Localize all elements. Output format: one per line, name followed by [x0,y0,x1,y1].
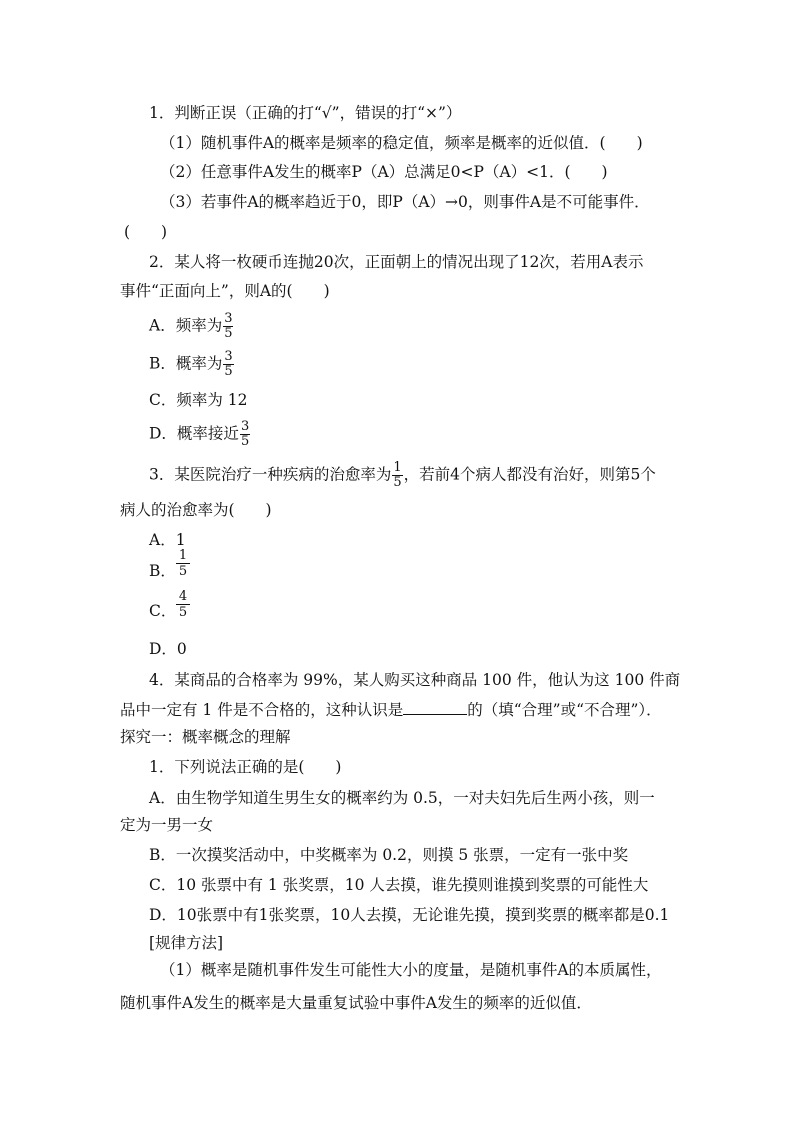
q3-stem-part2: ，若前4个病人都没有治好，则第5个 [403,465,656,484]
fraction-denominator: 5 [224,364,233,379]
q2-option-b [149,350,235,379]
q4-line2 [120,700,662,720]
section1-title: 1．判断正误（正确的打“√”，错误的打“×”） [149,104,462,122]
q4-line2-part2: 的（填“合理”或“不合理”）． [467,701,662,719]
fraction [392,461,402,490]
section1-item-1: （1）随机事件A的概率是频率的稳定值，频率是概率的近似值．( ) [160,134,643,152]
q3-stem-line1 [149,461,656,490]
explore-option-b: B．一次摸奖活动中，中奖概率为 0.2，则摸 5 张票，一定有一张中奖 [149,846,629,864]
q2-option-a [149,312,234,341]
explore-option-d: D．10张票中有1张奖票，10人去摸，无论谁先摸，摸到奖票的概率都是0.1 [149,906,670,924]
fraction-denominator: 5 [240,434,250,449]
q4-line2-part1: 品中一定有 1 件是不合格的，这种认识是 [120,701,404,719]
q3-option-d: D．0 [149,640,187,658]
q2-option-b-label: B．概率为 [149,354,223,373]
explore-heading: 探究一：概率概念的理解 [120,728,291,746]
fraction [240,420,250,449]
q2-option-d [149,420,251,449]
fraction-denominator: 5 [393,475,402,490]
explore-option-a-line2: 定为一男一女 [120,816,214,834]
q2-option-d-label: D．概率接近 [149,424,239,443]
fraction-numerator: 3 [224,311,233,326]
q2-option-a-label: A．频率为 [149,316,223,335]
fraction-denominator: 5 [224,326,233,341]
q3-option-c-fraction [176,589,190,620]
q3-option-c-label: C． [149,602,177,620]
fraction [223,312,233,341]
fraction-numerator: 3 [240,419,250,434]
method-line1: （1）概率是随机事件发生可能性大小的度量，是随机事件A的本质属性， [160,961,662,979]
q3-stem-line2: 病人的治愈率为( ) [120,501,272,519]
explore-option-c: C．10 张票中有 1 张奖票，10 人去摸，谁先摸则谁摸到奖票的可能性大 [149,876,649,894]
fraction-denominator: 5 [178,564,188,579]
section1-item-3: （3）若事件A的概率趋近于0，即P（A）→0，则事件A是不可能事件． [160,193,650,211]
q2-stem-line2: 事件“正面向上”，则A的( ) [120,282,330,300]
q3-stem-part1: 3．某医院治疗一种疾病的治愈率为 [149,465,392,484]
fraction-numerator: 4 [176,589,190,605]
explore-q1-stem: 1．下列说法正确的是( ) [149,758,342,776]
q3-option-b-label: B． [149,562,176,580]
fraction-numerator: 1 [176,548,190,564]
q4-line1: 4．某商品的合格率为 99%，某人购买这种商品 100 件，他认为这 100 件商 [149,671,681,689]
q3-option-a: A．1 [149,531,186,549]
fraction-numerator: 1 [393,460,402,475]
method-heading: [规律方法] [149,934,224,952]
section1-item-2: （2）任意事件A发生的概率P（A）总满足0<P（A）<1．( ) [160,163,608,181]
q2-stem-line1: 2．某人将一枚硬币连抛20次，正面朝上的情况出现了12次，若用A表示 [149,253,644,271]
explore-option-a-line1: A．由生物学知道生男生女的概率约为 0.5，一对夫妇先后生两小孩，则一 [149,789,655,807]
method-line2: 随机事件A发生的概率是大量重复试验中事件A发生的频率的近似值． [120,994,592,1012]
fraction-numerator: 3 [224,349,233,364]
fraction [223,350,233,379]
q2-option-c: C．频率为 12 [149,391,248,409]
fill-in-blank [403,700,467,715]
section1-item-3-paren: ( ) [124,223,168,241]
fraction-denominator: 5 [178,605,188,620]
q3-option-b-fraction [176,548,190,579]
